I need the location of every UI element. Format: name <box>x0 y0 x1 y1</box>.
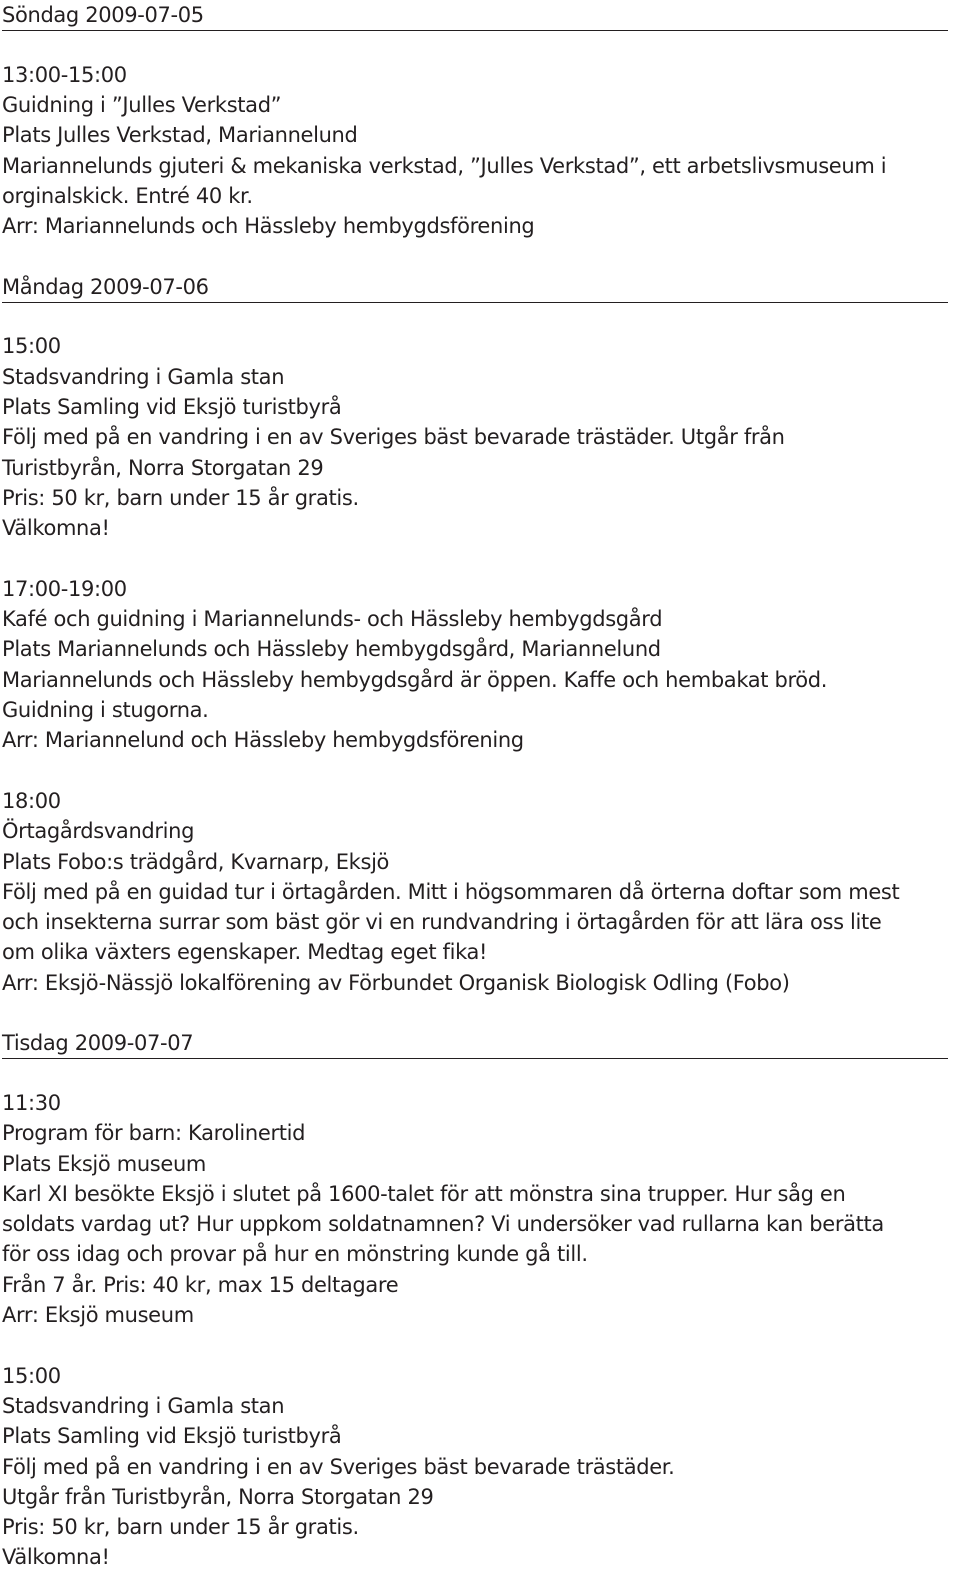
event-list <box>2 1088 948 1573</box>
event-title: Stadsvandring i Gamla stan <box>2 364 285 389</box>
event-detail-line: Plats Mariannelunds och Hässleby hembygdsgård, Mariannelund <box>2 637 661 662</box>
event-detail-line: Följ med på en vandring i en av Sveriges bäst bevarade trästäder. Utgår från <box>2 425 785 450</box>
day-section <box>2 272 948 998</box>
event-detail-line: Mariannelunds gjuteri & mekaniska verkstad, ”Julles Verkstad”, ett arbetslivsmuseum i <box>2 153 887 178</box>
event-detail-line: Plats Fobo:s trädgård, Kvarnarp, Eksjö <box>2 849 390 874</box>
event-detail-line: Mariannelunds och Hässleby hembygdsgård är öppen. Kaffe och hembakat bröd. <box>2 667 828 692</box>
event-detail-line: Pris: 50 kr, barn under 15 år gratis. <box>2 1515 359 1540</box>
event-detail-line: Välkomna! <box>2 1545 110 1570</box>
event-title: Program för barn: Karolinertid <box>2 1121 306 1146</box>
event-detail-line: Välkomna! <box>2 516 110 541</box>
event-detail-line: soldats vardag ut? Hur uppkom soldatnamnen? Vi undersöker vad rullarna kan berätta <box>2 1212 884 1237</box>
event-detail-line: Turistbyrån, Norra Storgatan 29 <box>2 455 324 480</box>
event-detail-line: Plats Samling vid Eksjö turistbyrå <box>2 395 342 420</box>
event-title: Guidning i ”Julles Verkstad” <box>2 92 282 117</box>
event-time: 18:00 <box>2 788 61 813</box>
event-detail-line: Arr: Mariannelund och Hässleby hembygdsförening <box>2 728 524 753</box>
event-detail-line: Pris: 50 kr, barn under 15 år gratis. <box>2 485 359 510</box>
event-detail-line: Plats Eksjö museum <box>2 1151 207 1176</box>
event-time: 11:30 <box>2 1090 61 1115</box>
day-title: Måndag 2009-07-06 <box>2 274 209 299</box>
event-list <box>2 331 948 998</box>
event-time: 17:00-19:00 <box>2 576 127 601</box>
event-detail-line: Plats Julles Verkstad, Mariannelund <box>2 123 358 148</box>
event-title: Stadsvandring i Gamla stan <box>2 1393 285 1418</box>
event-detail-line: Följ med på en guidad tur i örtagården. Mitt i högsommaren då örterna doftar som mest <box>2 879 900 904</box>
day-title: Tisdag 2009-07-07 <box>2 1031 194 1056</box>
day-divider <box>2 30 948 31</box>
day-divider <box>2 1058 948 1059</box>
day-section <box>2 1028 948 1572</box>
event-detail-line: orginalskick. Entré 40 kr. <box>2 183 253 208</box>
event-detail-line: Karl XI besökte Eksjö i slutet på 1600-talet för att mönstra sina trupper. Hur såg en <box>2 1181 846 1206</box>
event-time: 15:00 <box>2 334 61 359</box>
event-detail-line: Utgår från Turistbyrån, Norra Storgatan 29 <box>2 1484 434 1509</box>
event-detail-line: för oss idag och provar på hur en mönstring kunde gå till. <box>2 1242 588 1267</box>
event-entry <box>2 1088 948 1330</box>
event-title: Örtagårdsvandring <box>2 819 195 844</box>
event-detail-line: och insekterna surrar som bäst gör vi en rundvandring i örtagården för att lära oss lite <box>2 910 882 935</box>
event-detail-line: om olika växters egenskaper. Medtag eget fika! <box>2 940 488 965</box>
event-detail-line: Arr: Eksjö-Nässjö lokalförening av Förbundet Organisk Biologisk Odling (Fobo) <box>2 970 790 995</box>
event-detail-line: Arr: Eksjö museum <box>2 1303 194 1328</box>
event-time: 13:00-15:00 <box>2 62 127 87</box>
event-entry <box>2 1361 948 1573</box>
day-section <box>2 0 948 241</box>
event-list <box>2 60 948 242</box>
event-entry <box>2 786 948 998</box>
event-entry <box>2 331 948 543</box>
day-title: Söndag 2009-07-05 <box>2 3 204 27</box>
event-entry <box>2 574 948 756</box>
event-time: 15:00 <box>2 1363 61 1388</box>
event-entry <box>2 60 948 242</box>
event-title: Kafé och guidning i Mariannelunds- och Hässleby hembygdsgård <box>2 607 663 632</box>
event-detail-line: Plats Samling vid Eksjö turistbyrå <box>2 1424 342 1449</box>
event-detail-line: Guidning i stugorna. <box>2 698 209 723</box>
event-detail-line: Från 7 år. Pris: 40 kr, max 15 deltagare <box>2 1272 399 1297</box>
event-detail-line: Arr: Mariannelunds och Hässleby hembygdsförening <box>2 214 535 239</box>
event-detail-line: Följ med på en vandring i en av Sveriges bäst bevarade trästäder. <box>2 1454 675 1479</box>
